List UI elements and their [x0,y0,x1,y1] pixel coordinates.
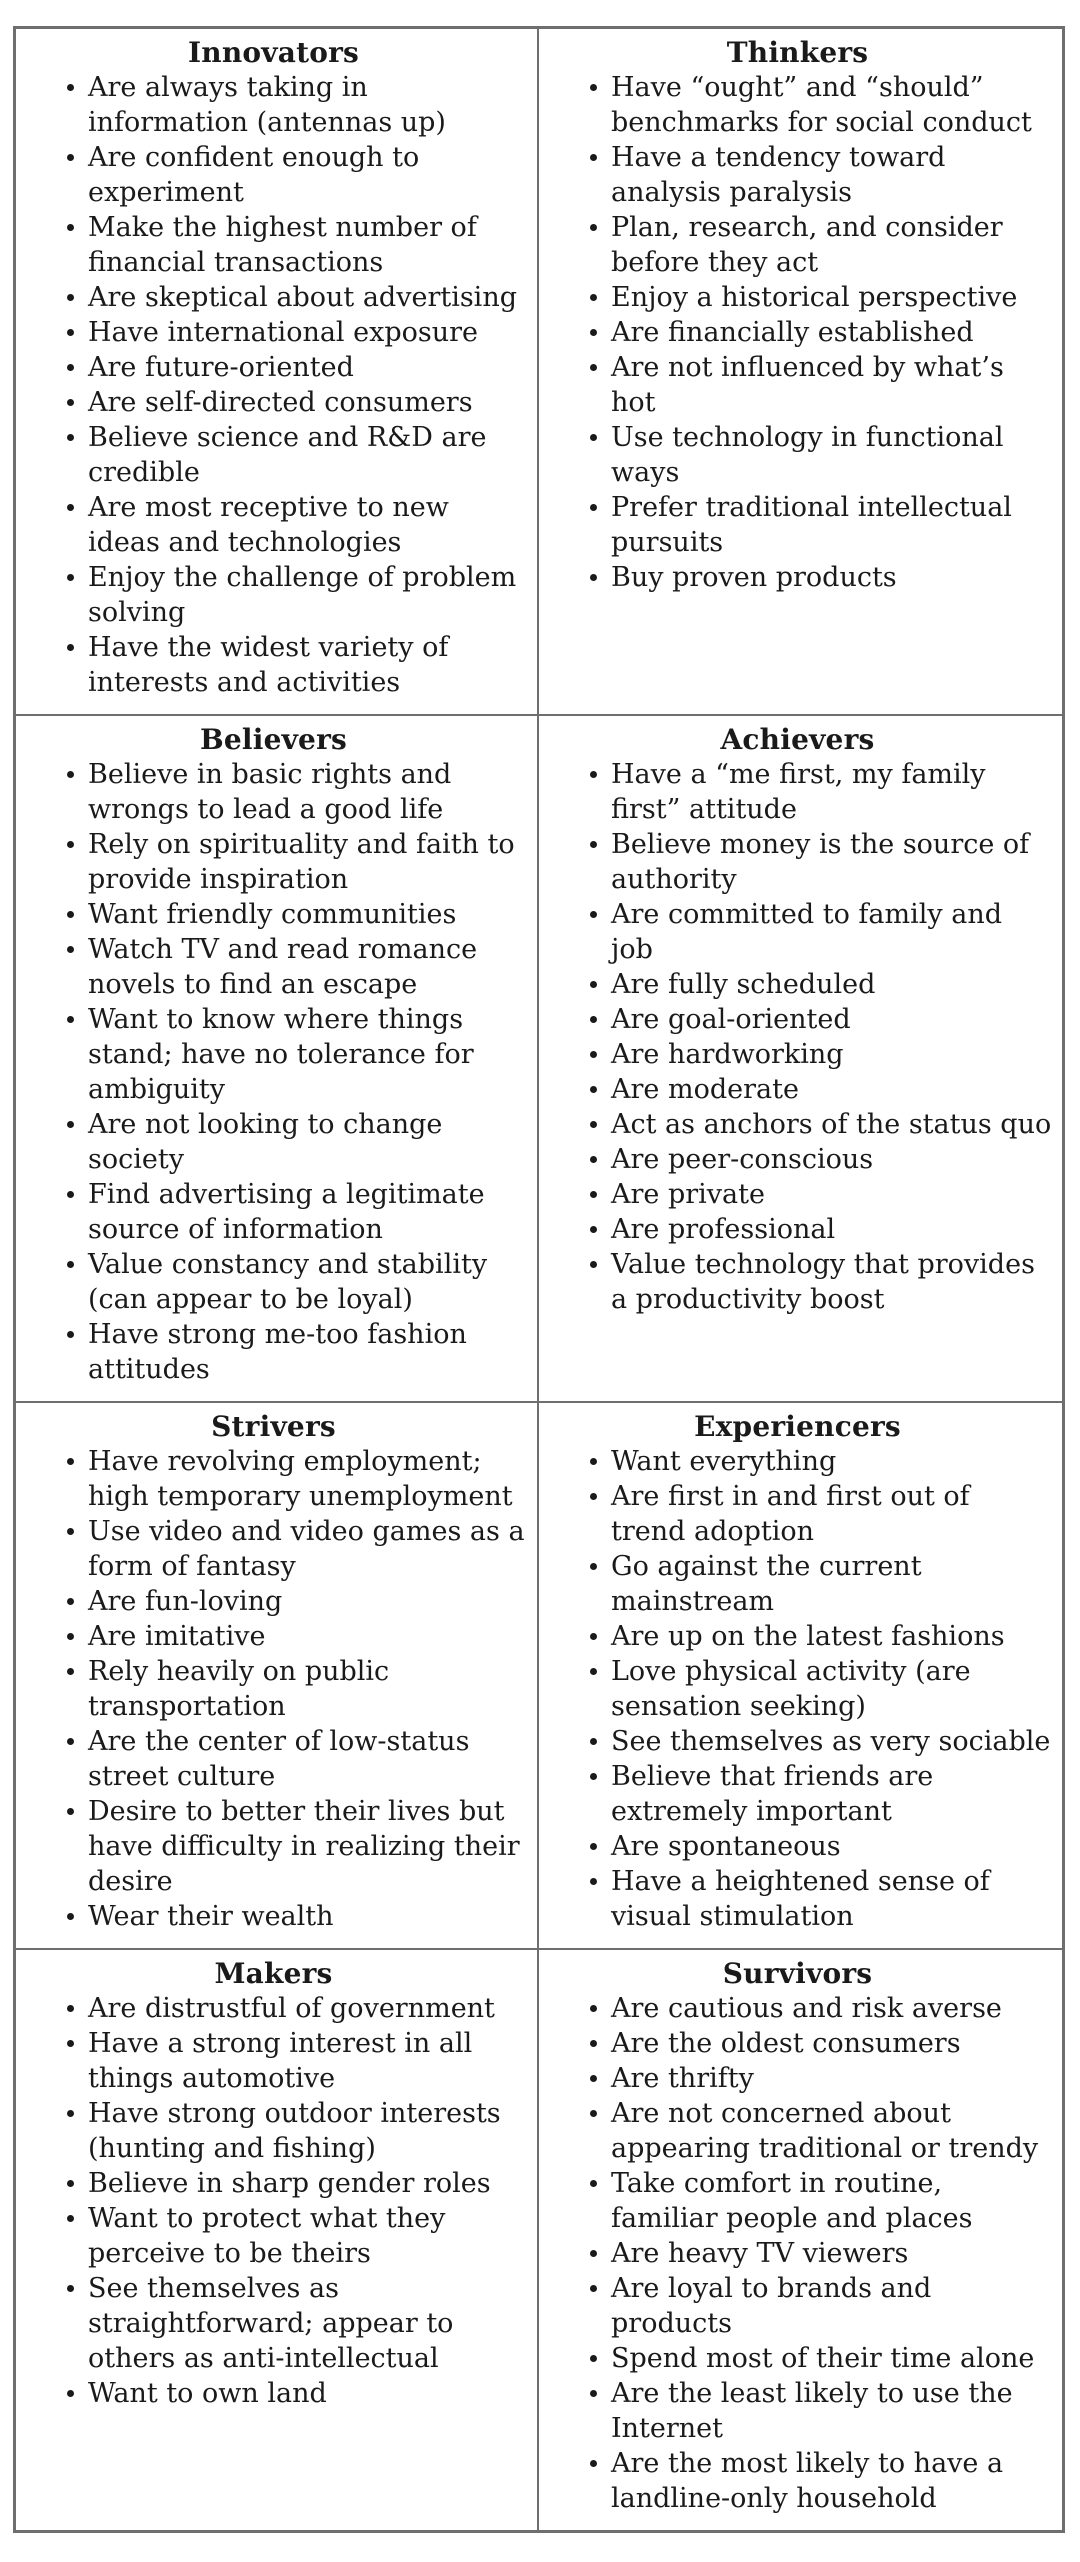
trait-item: Want to know where things stand; have no tolerance for ambiguity [88,1002,527,1107]
trait-item: Make the highest number of financial transactions [88,210,527,280]
trait-list [16,1991,531,2411]
trait-item: Want everything [611,1444,1052,1479]
trait-item: Are moderate [611,1072,1052,1107]
trait-item: Are loyal to brands and products [611,2271,1052,2341]
segment-cell-strivers [16,1403,539,1950]
trait-list [539,1991,1056,2516]
trait-item: Are fully scheduled [611,967,1052,1002]
trait-item: Value constancy and stability (can appear to be loyal) [88,1247,527,1317]
trait-item: Have a “me first, my family first” attitude [611,757,1052,827]
trait-item: Spend most of their time alone [611,2341,1052,2376]
trait-item: Are the most likely to have a landline-only household [611,2446,1052,2516]
trait-item: Are goal-oriented [611,1002,1052,1037]
trait-item: Find advertising a legitimate source of information [88,1177,527,1247]
trait-item: Believe science and R&D are credible [88,420,527,490]
trait-list [539,70,1056,595]
trait-item: See themselves as very sociable [611,1726,1051,1757]
trait-item: Believe in sharp gender roles [88,2166,527,2201]
trait-item: Are hardworking [611,1037,1052,1072]
trait-item: Are skeptical about advertising [88,280,527,315]
trait-item: Believe money is the source of authority [611,827,1052,897]
trait-item: Are distrustful of government [88,1991,527,2026]
trait-item: Prefer traditional intellectual pursuits [611,490,1052,560]
segment-cell-achievers [539,716,1062,1403]
trait-item: Have strong me-too fashion attitudes [88,1317,527,1387]
trait-list [16,1444,531,1934]
segment-title: Experiencers [694,1410,901,1443]
segment-title: Innovators [187,36,360,69]
trait-item: Have strong outdoor interests (hunting and fishing) [88,2096,527,2166]
segment-cell-thinkers [539,29,1062,716]
trait-item: Are always taking in information (antennas up) [88,70,527,140]
trait-item: Are fun-loving [88,1584,527,1619]
trait-item: Are professional [611,1212,1052,1247]
trait-item: Have “ought” and “should” benchmarks for social conduct [611,70,1052,140]
trait-item: Use technology in functional ways [611,420,1052,490]
trait-item: Are not concerned about appearing traditional or trendy [611,2096,1052,2166]
trait-item: Have a strong interest in all things automotive [88,2026,527,2096]
trait-item: Rely heavily on public transportation [88,1654,527,1724]
trait-item: Are first in and first out of trend adoption [611,1479,1052,1549]
trait-item: Are up on the latest fashions [611,1619,1052,1654]
segment-cell-experiencers [539,1403,1062,1950]
trait-item: Plan, research, and consider before they act [611,210,1052,280]
trait-list [16,757,531,1387]
segment-title: Thinkers [726,36,869,69]
trait-item: Watch TV and read romance novels to find an escape [88,932,527,1002]
trait-item: Are the least likely to use the Internet [611,2376,1052,2446]
trait-item: Enjoy the challenge of problem solving [88,560,527,630]
trait-item: Are private [611,1177,1052,1212]
vals-segments-table [13,26,1065,2533]
trait-item: Go against the current mainstream [611,1549,1052,1619]
trait-item: Believe that friends are extremely important [611,1759,1052,1829]
trait-item: Have a heightened sense of visual stimulation [611,1864,1052,1934]
trait-item: Are heavy TV viewers [611,2236,1052,2271]
segment-title: Achievers [720,723,875,756]
trait-item: Are cautious and risk averse [611,1991,1052,2026]
trait-item: Have revolving employment; high temporary unemployment [88,1444,527,1514]
trait-list [16,70,531,700]
trait-item: Are committed to family and job [611,897,1052,967]
trait-item: Have a tendency toward analysis paralysis [611,140,1052,210]
trait-item: Are confident enough to experiment [88,140,527,210]
trait-item: Are the oldest consumers [611,2026,1052,2061]
trait-item: Buy proven products [611,560,1052,595]
trait-item: Value technology that provides a productivity boost [611,1247,1052,1317]
trait-item: Are spontaneous [611,1829,1052,1864]
trait-item: Are peer-conscious [611,1142,1052,1177]
trait-item: Want to protect what they perceive to be theirs [88,2201,527,2271]
trait-list [539,757,1056,1317]
trait-item: Use video and video games as a form of fantasy [88,1514,527,1584]
trait-item: Want to own land [88,2376,527,2411]
trait-item: See themselves as straightforward; appear to others as anti-intellectual [88,2271,527,2376]
trait-item: Are future-oriented [88,350,527,385]
trait-item: Have international exposure [88,315,527,350]
trait-item: Wear their wealth [88,1899,527,1934]
trait-list [539,1444,1056,1934]
trait-item: Rely on spirituality and faith to provide inspiration [88,827,527,897]
trait-item: Are imitative [88,1619,527,1654]
trait-item: Are not influenced by what’s hot [611,350,1052,420]
trait-item: Are thrifty [611,2061,1052,2096]
segment-cell-survivors [539,1950,1062,2530]
trait-item: Are self-directed consumers [88,385,527,420]
trait-item: Have the widest variety of interests and activities [88,630,527,700]
trait-item: Are not looking to change society [88,1107,527,1177]
trait-item: Act as anchors of the status quo [611,1109,1052,1140]
segment-title: Makers [214,1957,333,1990]
trait-item: Are most receptive to new ideas and technologies [88,490,527,560]
segment-cell-innovators [16,29,539,716]
trait-item: Take comfort in routine, familiar people and places [611,2166,1052,2236]
trait-item: Enjoy a historical perspective [611,280,1052,315]
segment-cell-makers [16,1950,539,2530]
trait-item: Desire to better their lives but have difficulty in realizing their desire [88,1794,527,1899]
trait-item: Believe in basic rights and wrongs to lead a good life [88,757,527,827]
segment-title: Strivers [211,1410,336,1443]
trait-item: Want friendly communities [88,897,527,932]
trait-item: Are financially established [611,315,1052,350]
trait-item: Are the center of low-status street culture [88,1724,527,1794]
segment-title: Survivors [722,1957,873,1990]
segment-cell-believers [16,716,539,1403]
segment-title: Believers [200,723,347,756]
trait-item: Love physical activity (are sensation seeking) [611,1654,1052,1724]
